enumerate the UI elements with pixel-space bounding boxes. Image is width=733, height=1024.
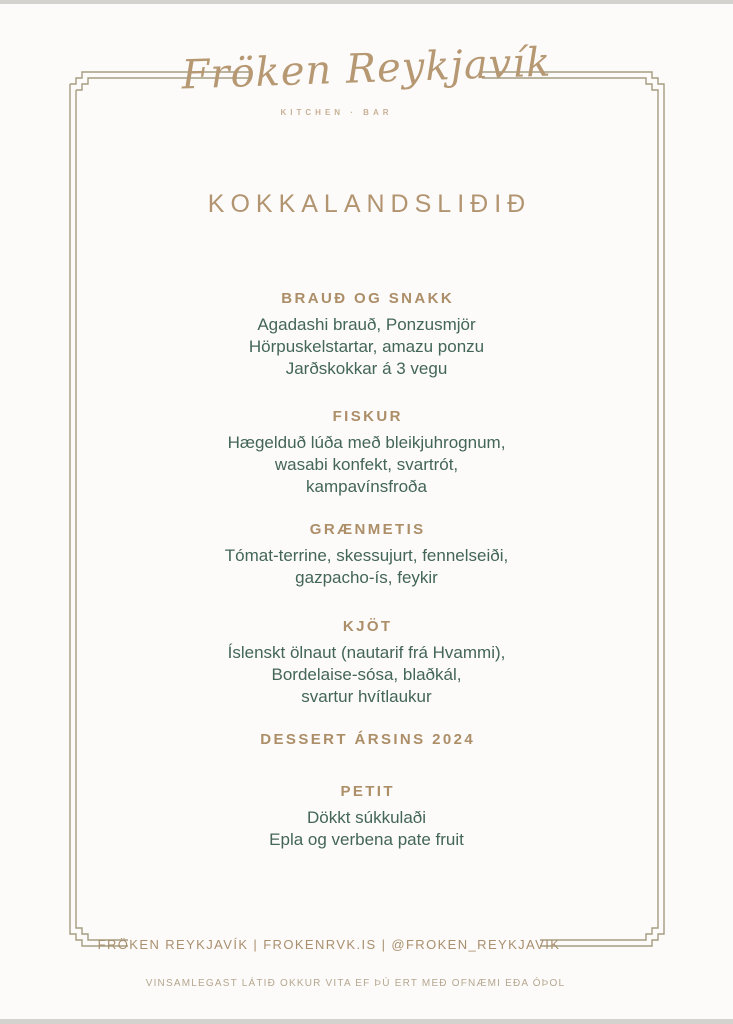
section-heading: PETIT [340, 783, 395, 800]
menu-item-line: Íslenskt ölnaut (nautarif frá Hvammi), [227, 643, 506, 662]
menu-section [0, 290, 733, 380]
section-lines [0, 807, 733, 851]
section-lines [0, 642, 733, 708]
section-heading: BRAUÐ OG SNAKK [281, 290, 455, 307]
section-heading: GRÆNMETIS [309, 521, 426, 538]
menu-section [0, 408, 733, 498]
section-heading: FISKUR [332, 408, 403, 425]
menu-item-line: Tómat-terrine, skessujurt, fennelseiði, [224, 546, 509, 565]
menu-item-line: svartur hvítlaukur [301, 687, 432, 706]
menu-section [0, 618, 733, 708]
menu-section [0, 521, 733, 589]
menu-item-line: wasabi konfekt, svartrót, [274, 455, 459, 474]
menu-item-line: Dökkt súkkulaði [306, 808, 427, 827]
menu-item-line: Bordelaise-sósa, blaðkál, [271, 665, 462, 684]
menu-item-line: Hægelduð lúða með bleikjuhrognum, [227, 433, 506, 452]
section-lines [0, 314, 733, 380]
section-heading: KJÖT [342, 618, 393, 635]
menu-title: KOKKALANDSLIÐIÐ [207, 190, 532, 218]
section-lines [0, 432, 733, 498]
footer-contact-line: FRÖKEN REYKJAVÍK | FROKENRVK.IS | @FROKEN_REYKJAVIK [97, 937, 561, 952]
section-lines [0, 545, 733, 589]
restaurant-logo-subtitle: KITCHEN · BAR [280, 108, 393, 117]
menu-item-line: gazpacho-ís, feykir [295, 568, 438, 587]
menu-item-line: Epla og verbena pate fruit [269, 830, 464, 849]
restaurant-logo-script: Fröken Reykjavík [180, 39, 553, 99]
menu-item-line: Agadashi brauð, Ponzusmjör [257, 315, 476, 334]
menu-item-line: Hörpuskelstartar, amazu ponzu [248, 337, 485, 356]
menu-section [0, 731, 733, 748]
menu-item-line: Jarðskokkar á 3 vegu [285, 359, 448, 378]
menu-item-line: kampavínsfroða [306, 477, 427, 496]
allergy-notice: VINSAMLEGAST LÁTIÐ OKKUR VITA EF ÞÚ ERT MEÐ OFNÆMI EÐA ÓÞOL [145, 978, 566, 989]
section-heading: DESSERT ÁRSINS 2024 [260, 731, 476, 748]
menu-section [0, 783, 733, 851]
